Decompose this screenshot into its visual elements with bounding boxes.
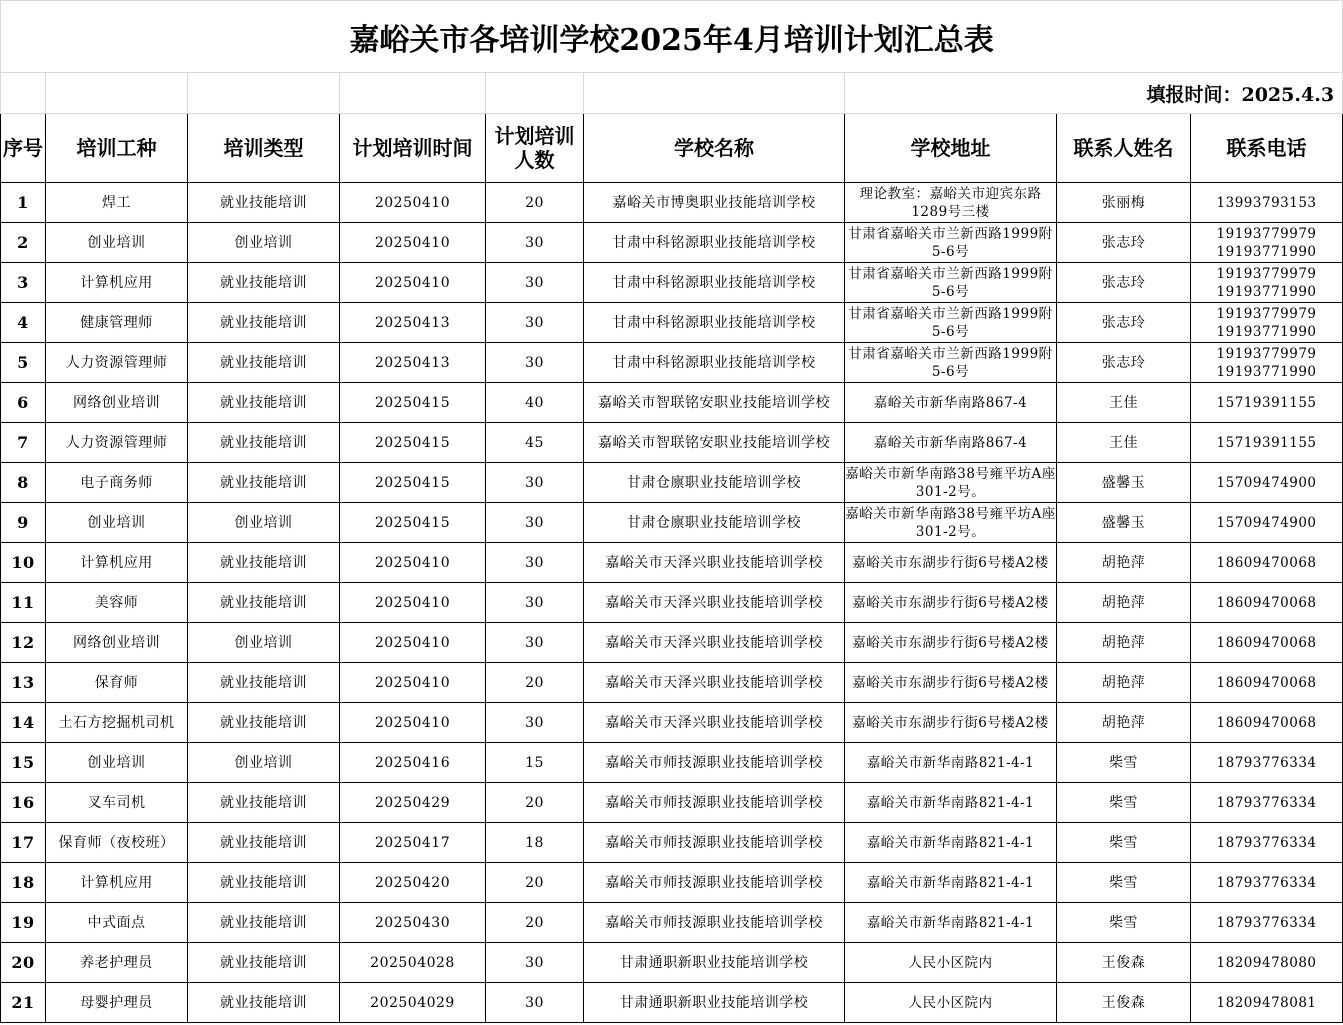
cell-contact[interactable]: 胡艳萍 xyxy=(1057,583,1191,623)
empty-cell xyxy=(486,73,584,114)
cell-contact[interactable]: 盛馨玉 xyxy=(1057,503,1191,543)
cell-seq[interactable]: 20 xyxy=(1,943,46,983)
cell-school[interactable]: 嘉峪关市天泽兴职业技能培训学校 xyxy=(584,543,845,583)
cell-type[interactable]: 就业技能培训 xyxy=(188,423,340,463)
cell-phone[interactable]: 15709474900 xyxy=(1191,463,1343,503)
cell-seq[interactable]: 1 xyxy=(1,183,46,223)
empty-cell xyxy=(188,73,340,114)
cell-school[interactable]: 嘉峪关市智联铭安职业技能培训学校 xyxy=(584,423,845,463)
cell-count[interactable]: 30 xyxy=(486,543,584,583)
cell-seq[interactable]: 19 xyxy=(1,903,46,943)
cell-school[interactable]: 甘肃中科铭源职业技能培训学校 xyxy=(584,263,845,303)
cell-address[interactable]: 嘉峪关市东湖步行街6号楼A2楼 xyxy=(845,543,1057,583)
cell-time[interactable]: 20250415 xyxy=(340,503,486,543)
cell-address[interactable]: 嘉峪关市新华南路38号雍平坊A座301-2号。 xyxy=(845,463,1057,503)
header-contact[interactable]: 联系人姓名 xyxy=(1057,114,1191,183)
cell-contact[interactable]: 王俊森 xyxy=(1057,943,1191,983)
cell-seq[interactable]: 11 xyxy=(1,583,46,623)
cell-address[interactable]: 嘉峪关市新华南路821-4-1 xyxy=(845,743,1057,783)
cell-phone[interactable]: 18793776334 xyxy=(1191,783,1343,823)
cell-contact[interactable]: 柴雪 xyxy=(1057,903,1191,943)
table-row xyxy=(1,423,1343,463)
cell-contact[interactable]: 柴雪 xyxy=(1057,863,1191,903)
cell-address[interactable]: 嘉峪关市新华南路821-4-1 xyxy=(845,903,1057,943)
cell-phone[interactable]: 15709474900 xyxy=(1191,503,1343,543)
cell-count[interactable]: 30 xyxy=(486,583,584,623)
cell-school[interactable]: 甘肃通职新职业技能培训学校 xyxy=(584,983,845,1023)
table-row xyxy=(1,303,1343,343)
cell-contact[interactable]: 王佳 xyxy=(1057,423,1191,463)
cell-type[interactable]: 就业技能培训 xyxy=(188,663,340,703)
cell-type[interactable]: 就业技能培训 xyxy=(188,703,340,743)
cell-address[interactable]: 甘肃省嘉峪关市兰新西路1999附5-6号 xyxy=(845,223,1057,263)
cell-contact[interactable]: 张志玲 xyxy=(1057,303,1191,343)
cell-contact[interactable]: 柴雪 xyxy=(1057,783,1191,823)
cell-seq[interactable]: 17 xyxy=(1,823,46,863)
cell-seq[interactable]: 16 xyxy=(1,783,46,823)
cell-seq[interactable]: 14 xyxy=(1,703,46,743)
cell-time[interactable]: 20250420 xyxy=(340,863,486,903)
cell-contact[interactable]: 柴雪 xyxy=(1057,823,1191,863)
cell-address[interactable]: 嘉峪关市新华南路821-4-1 xyxy=(845,823,1057,863)
table-row xyxy=(1,823,1343,863)
cell-school[interactable]: 嘉峪关市天泽兴职业技能培训学校 xyxy=(584,703,845,743)
cell-school[interactable]: 嘉峪关市博奥职业技能培训学校 xyxy=(584,183,845,223)
cell-school[interactable]: 甘肃中科铭源职业技能培训学校 xyxy=(584,343,845,383)
cell-time[interactable]: 20250415 xyxy=(340,383,486,423)
cell-type[interactable]: 创业培训 xyxy=(188,503,340,543)
cell-address[interactable]: 甘肃省嘉峪关市兰新西路1999附5-6号 xyxy=(845,303,1057,343)
cell-count[interactable]: 40 xyxy=(486,383,584,423)
table-row xyxy=(1,663,1343,703)
table-row xyxy=(1,183,1343,223)
cell-phone[interactable]: 19193779979 19193771990 xyxy=(1191,303,1343,343)
cell-count[interactable]: 30 xyxy=(486,623,584,663)
cell-phone[interactable]: 18609470068 xyxy=(1191,543,1343,583)
cell-count[interactable]: 30 xyxy=(486,223,584,263)
cell-count[interactable]: 20 xyxy=(486,783,584,823)
cell-address[interactable]: 嘉峪关市新华南路821-4-1 xyxy=(845,863,1057,903)
cell-time[interactable]: 20250417 xyxy=(340,823,486,863)
cell-phone[interactable]: 18793776334 xyxy=(1191,823,1343,863)
cell-time[interactable]: 20250410 xyxy=(340,623,486,663)
cell-contact[interactable]: 盛馨玉 xyxy=(1057,463,1191,503)
cell-address[interactable]: 理论教室：嘉峪关市迎宾东路1289号三楼 xyxy=(845,183,1057,223)
cell-contact[interactable]: 王佳 xyxy=(1057,383,1191,423)
cell-time[interactable]: 20250410 xyxy=(340,543,486,583)
cell-phone[interactable]: 18609470068 xyxy=(1191,583,1343,623)
header-type[interactable]: 培训类型 xyxy=(188,114,340,183)
header-address[interactable]: 学校地址 xyxy=(845,114,1057,183)
cell-seq[interactable]: 21 xyxy=(1,983,46,1023)
cell-address[interactable]: 嘉峪关市新华南路867-4 xyxy=(845,423,1057,463)
cell-address[interactable]: 甘肃省嘉峪关市兰新西路1999附5-6号 xyxy=(845,343,1057,383)
cell-seq[interactable]: 10 xyxy=(1,543,46,583)
cell-type[interactable]: 就业技能培训 xyxy=(188,583,340,623)
cell-seq[interactable]: 13 xyxy=(1,663,46,703)
header-time[interactable]: 计划培训时间 xyxy=(340,114,486,183)
cell-trade[interactable]: 土石方挖掘机司机 xyxy=(46,703,188,743)
cell-contact[interactable]: 张志玲 xyxy=(1057,263,1191,303)
cell-contact[interactable]: 张志玲 xyxy=(1057,343,1191,383)
cell-seq[interactable]: 15 xyxy=(1,743,46,783)
cell-count[interactable]: 30 xyxy=(486,943,584,983)
cell-address[interactable]: 人民小区院内 xyxy=(845,983,1057,1023)
cell-phone[interactable]: 18609470068 xyxy=(1191,663,1343,703)
empty-cell xyxy=(584,73,845,114)
cell-phone[interactable]: 19193779979 19193771990 xyxy=(1191,343,1343,383)
cell-phone[interactable]: 18209478081 xyxy=(1191,983,1343,1023)
table-row xyxy=(1,263,1343,303)
cell-school[interactable]: 嘉峪关市师技源职业技能培训学校 xyxy=(584,783,845,823)
cell-seq[interactable]: 12 xyxy=(1,623,46,663)
cell-time[interactable]: 20250413 xyxy=(340,343,486,383)
cell-school[interactable]: 甘肃中科铭源职业技能培训学校 xyxy=(584,223,845,263)
cell-count[interactable]: 15 xyxy=(486,743,584,783)
cell-type[interactable]: 就业技能培训 xyxy=(188,303,340,343)
cell-school[interactable]: 甘肃仓廪职业技能培训学校 xyxy=(584,503,845,543)
cell-school[interactable]: 嘉峪关市智联铭安职业技能培训学校 xyxy=(584,383,845,423)
cell-type[interactable]: 就业技能培训 xyxy=(188,183,340,223)
cell-phone[interactable]: 13993793153 xyxy=(1191,183,1343,223)
cell-contact[interactable]: 张丽梅 xyxy=(1057,183,1191,223)
cell-school[interactable]: 嘉峪关市天泽兴职业技能培训学校 xyxy=(584,623,845,663)
cell-count[interactable]: 30 xyxy=(486,503,584,543)
table-row xyxy=(1,743,1343,783)
report-date xyxy=(845,73,1343,114)
cell-phone[interactable]: 15719391155 xyxy=(1191,423,1343,463)
cell-school[interactable]: 嘉峪关市天泽兴职业技能培训学校 xyxy=(584,663,845,703)
cell-trade[interactable]: 焊工 xyxy=(46,183,188,223)
cell-school[interactable]: 甘肃仓廪职业技能培训学校 xyxy=(584,463,845,503)
header-trade[interactable]: 培训工种 xyxy=(46,114,188,183)
cell-seq[interactable]: 3 xyxy=(1,263,46,303)
cell-trade[interactable]: 计算机应用 xyxy=(46,263,188,303)
cell-type[interactable]: 就业技能培训 xyxy=(188,343,340,383)
cell-school[interactable]: 嘉峪关市天泽兴职业技能培训学校 xyxy=(584,583,845,623)
cell-count[interactable]: 45 xyxy=(486,423,584,463)
cell-time[interactable]: 20250410 xyxy=(340,703,486,743)
cell-address[interactable]: 甘肃省嘉峪关市兰新西路1999附5-6号 xyxy=(845,263,1057,303)
cell-school[interactable]: 嘉峪关市师技源职业技能培训学校 xyxy=(584,863,845,903)
table-row xyxy=(1,463,1343,503)
table-row xyxy=(1,983,1343,1023)
report-date-label: 填报时间： xyxy=(1146,83,1242,106)
table-row xyxy=(1,623,1343,663)
cell-school[interactable]: 甘肃中科铭源职业技能培训学校 xyxy=(584,303,845,343)
table-row xyxy=(1,903,1343,943)
cell-trade[interactable]: 人力资源管理师 xyxy=(46,343,188,383)
cell-type[interactable]: 就业技能培训 xyxy=(188,943,340,983)
cell-school[interactable]: 嘉峪关市师技源职业技能培训学校 xyxy=(584,823,845,863)
cell-school[interactable]: 甘肃通职新职业技能培训学校 xyxy=(584,943,845,983)
cell-count[interactable]: 30 xyxy=(486,263,584,303)
table-row xyxy=(1,383,1343,423)
header-phone[interactable]: 联系电话 xyxy=(1191,114,1343,183)
cell-address[interactable]: 嘉峪关市东湖步行街6号楼A2楼 xyxy=(845,703,1057,743)
cell-contact[interactable]: 胡艳萍 xyxy=(1057,543,1191,583)
cell-address[interactable]: 人民小区院内 xyxy=(845,943,1057,983)
header-school[interactable]: 学校名称 xyxy=(584,114,845,183)
table-row xyxy=(1,543,1343,583)
cell-type[interactable]: 创业培训 xyxy=(188,743,340,783)
cell-time[interactable]: 20250415 xyxy=(340,423,486,463)
cell-time[interactable]: 20250430 xyxy=(340,903,486,943)
cell-count[interactable]: 20 xyxy=(486,903,584,943)
cell-phone[interactable]: 18793776334 xyxy=(1191,903,1343,943)
cell-count[interactable]: 20 xyxy=(486,863,584,903)
cell-time[interactable]: 202504028 xyxy=(340,943,486,983)
cell-count[interactable]: 30 xyxy=(486,983,584,1023)
cell-type[interactable]: 创业培训 xyxy=(188,623,340,663)
cell-type[interactable]: 就业技能培训 xyxy=(188,383,340,423)
cell-trade[interactable]: 保育师（夜校班） xyxy=(46,823,188,863)
empty-cell xyxy=(340,73,486,114)
cell-count[interactable]: 30 xyxy=(486,463,584,503)
cell-seq[interactable]: 7 xyxy=(1,423,46,463)
cell-phone[interactable]: 18609470068 xyxy=(1191,623,1343,663)
cell-phone[interactable]: 19193779979 19193771990 xyxy=(1191,263,1343,303)
cell-count[interactable]: 20 xyxy=(486,183,584,223)
cell-time[interactable]: 20250410 xyxy=(340,183,486,223)
cell-address[interactable]: 嘉峪关市东湖步行街6号楼A2楼 xyxy=(845,623,1057,663)
cell-school[interactable]: 嘉峪关市师技源职业技能培训学校 xyxy=(584,743,845,783)
cell-trade[interactable]: 母婴护理员 xyxy=(46,983,188,1023)
cell-contact[interactable]: 柴雪 xyxy=(1057,743,1191,783)
cell-address[interactable]: 嘉峪关市新华南路867-4 xyxy=(845,383,1057,423)
cell-count[interactable]: 30 xyxy=(486,303,584,343)
cell-address[interactable]: 嘉峪关市东湖步行街6号楼A2楼 xyxy=(845,583,1057,623)
cell-count[interactable]: 30 xyxy=(486,703,584,743)
cell-phone[interactable]: 18793776334 xyxy=(1191,743,1343,783)
cell-address[interactable]: 嘉峪关市东湖步行街6号楼A2楼 xyxy=(845,663,1057,703)
cell-school[interactable]: 嘉峪关市师技源职业技能培训学校 xyxy=(584,903,845,943)
cell-time[interactable]: 20250415 xyxy=(340,463,486,503)
table-row xyxy=(1,343,1343,383)
cell-contact[interactable]: 胡艳萍 xyxy=(1057,623,1191,663)
empty-cell xyxy=(1,73,46,114)
cell-trade[interactable]: 创业培训 xyxy=(46,223,188,263)
cell-type[interactable]: 就业技能培训 xyxy=(188,463,340,503)
cell-trade[interactable]: 计算机应用 xyxy=(46,543,188,583)
cell-address[interactable]: 嘉峪关市新华南路38号雍平坊A座301-2号。 xyxy=(845,503,1057,543)
cell-type[interactable]: 就业技能培训 xyxy=(188,263,340,303)
cell-type[interactable]: 就业技能培训 xyxy=(188,863,340,903)
cell-time[interactable]: 20250429 xyxy=(340,783,486,823)
cell-trade[interactable]: 创业培训 xyxy=(46,743,188,783)
cell-contact[interactable]: 胡艳萍 xyxy=(1057,703,1191,743)
cell-trade[interactable]: 美容师 xyxy=(46,583,188,623)
cell-count[interactable]: 20 xyxy=(486,663,584,703)
cell-count[interactable]: 18 xyxy=(486,823,584,863)
cell-type[interactable]: 创业培训 xyxy=(188,223,340,263)
table-row xyxy=(1,943,1343,983)
cell-time[interactable]: 20250410 xyxy=(340,663,486,703)
cell-seq[interactable]: 8 xyxy=(1,463,46,503)
cell-trade[interactable]: 保育师 xyxy=(46,663,188,703)
cell-time[interactable]: 20250410 xyxy=(340,223,486,263)
cell-seq[interactable]: 6 xyxy=(1,383,46,423)
table-row xyxy=(1,783,1343,823)
cell-seq[interactable]: 4 xyxy=(1,303,46,343)
table-row xyxy=(1,863,1343,903)
cell-phone[interactable]: 19193779979 19193771990 xyxy=(1191,223,1343,263)
report-date-value: 2025.4.3 xyxy=(1241,83,1335,106)
cell-seq[interactable]: 2 xyxy=(1,223,46,263)
cell-type[interactable]: 就业技能培训 xyxy=(188,783,340,823)
cell-trade[interactable]: 养老护理员 xyxy=(46,943,188,983)
cell-trade[interactable]: 创业培训 xyxy=(46,503,188,543)
header-row xyxy=(1,114,1343,183)
cell-type[interactable]: 就业技能培训 xyxy=(188,823,340,863)
cell-seq[interactable]: 9 xyxy=(1,503,46,543)
cell-trade[interactable]: 网络创业培训 xyxy=(46,623,188,663)
cell-phone[interactable]: 18609470068 xyxy=(1191,703,1343,743)
table-row xyxy=(1,583,1343,623)
page-title: 嘉峪关市各培训学校2025年4月培训计划汇总表 xyxy=(1,1,1343,73)
cell-seq[interactable]: 18 xyxy=(1,863,46,903)
cell-seq[interactable]: 5 xyxy=(1,343,46,383)
empty-cell xyxy=(46,73,188,114)
cell-contact[interactable]: 胡艳萍 xyxy=(1057,663,1191,703)
cell-trade[interactable]: 中式面点 xyxy=(46,903,188,943)
cell-contact[interactable]: 张志玲 xyxy=(1057,223,1191,263)
cell-trade[interactable]: 网络创业培训 xyxy=(46,383,188,423)
cell-time[interactable]: 202504029 xyxy=(340,983,486,1023)
cell-time[interactable]: 20250410 xyxy=(340,263,486,303)
cell-trade[interactable]: 人力资源管理师 xyxy=(46,423,188,463)
cell-contact[interactable]: 王俊森 xyxy=(1057,983,1191,1023)
cell-phone[interactable]: 18209478080 xyxy=(1191,943,1343,983)
cell-trade[interactable]: 计算机应用 xyxy=(46,863,188,903)
cell-time[interactable]: 20250410 xyxy=(340,583,486,623)
header-count[interactable]: 计划培训人数 xyxy=(486,114,584,183)
cell-type[interactable]: 就业技能培训 xyxy=(188,983,340,1023)
table-row xyxy=(1,703,1343,743)
cell-trade[interactable]: 电子商务师 xyxy=(46,463,188,503)
cell-phone[interactable]: 15719391155 xyxy=(1191,383,1343,423)
cell-address[interactable]: 嘉峪关市新华南路821-4-1 xyxy=(845,783,1057,823)
cell-trade[interactable]: 叉车司机 xyxy=(46,783,188,823)
cell-trade[interactable]: 健康管理师 xyxy=(46,303,188,343)
header-seq[interactable]: 序号 xyxy=(1,114,46,183)
table-row xyxy=(1,503,1343,543)
cell-phone[interactable]: 18793776334 xyxy=(1191,863,1343,903)
cell-count[interactable]: 30 xyxy=(486,343,584,383)
table-row xyxy=(1,223,1343,263)
cell-time[interactable]: 20250413 xyxy=(340,303,486,343)
cell-type[interactable]: 就业技能培训 xyxy=(188,903,340,943)
cell-time[interactable]: 20250416 xyxy=(340,743,486,783)
cell-type[interactable]: 就业技能培训 xyxy=(188,543,340,583)
